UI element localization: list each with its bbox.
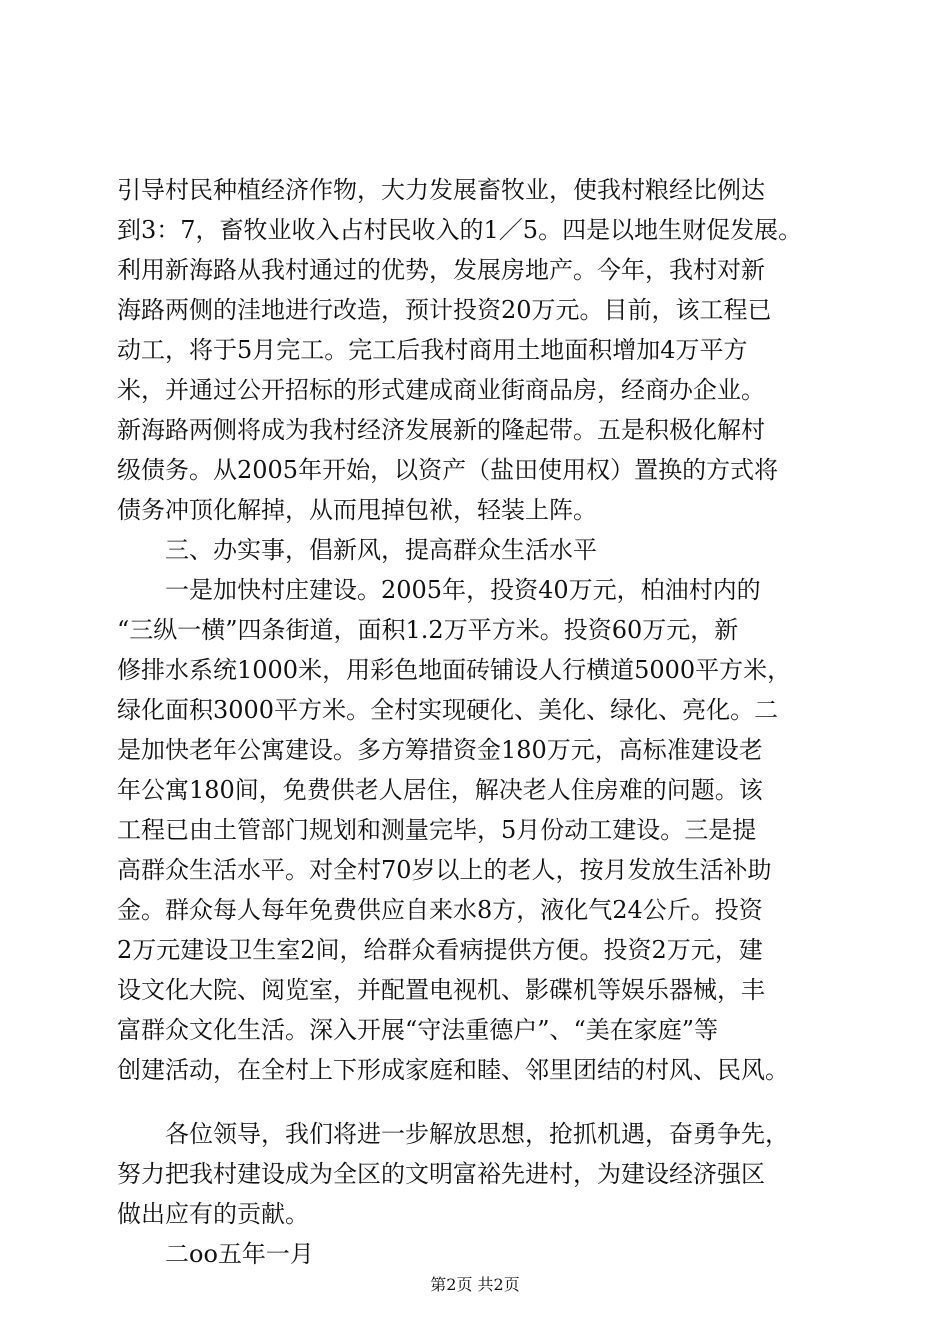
body-line-18: 高群众生活水平。对全村70岁以上的老人，按月发放生活补助 xyxy=(117,856,772,884)
closing-line-3: 做出应有的贡献。 xyxy=(117,1200,309,1228)
body-line-21: 设文化大院、阅览室，并配置电视机、影碟机等娱乐器械，丰 xyxy=(117,976,765,1004)
body-line-7: 新海路两侧将成为我村经济发展新的隆起带。五是积极化解村 xyxy=(117,416,765,444)
closing-line-2: 努力把我村建设成为全区的文明富裕先进村，为建设经济强区 xyxy=(117,1160,765,1188)
body-line-19: 金。群众每人每年免费供应自来水8方，液化气24公斤。投资 xyxy=(117,896,763,924)
body-line-22: 富群众文化生活。深入开展“守法重德户”、“美在家庭”等 xyxy=(117,1016,719,1044)
body-line-15: 是加快老年公寓建设。多方筹措资金180万元，高标准建设老 xyxy=(117,736,763,764)
body-line-13: 修排水系统1000米，用彩色地面砖铺设人行横道5000平方米， xyxy=(117,656,792,684)
body-line-3: 利用新海路从我村通过的优势，发展房地产。今年，我村对新 xyxy=(117,256,765,284)
body-line-5: 动工，将于5月完工。完工后我村商用土地面积增加4万平方 xyxy=(117,336,748,364)
body-line-14: 绿化面积3000平方米。全村实现硬化、美化、绿化、亮化。二 xyxy=(117,696,779,724)
paragraph-gap xyxy=(117,1090,847,1114)
body-line-17: 工程已由土管部门规划和测量完毕，5月份动工建设。三是提 xyxy=(117,816,757,844)
body-line-16: 年公寓180间，免费供老人居住，解决老人住房难的问题。该 xyxy=(117,776,763,804)
section-heading: 三、办实事，倡新风，提高群众生活水平 xyxy=(117,536,597,564)
closing-line-1: 各位领导，我们将进一步解放思想，抢抓机遇，奋勇争先， xyxy=(117,1120,789,1148)
date-line: 二oo五年一月 xyxy=(117,1240,314,1268)
page-number-footer: 第2页 共2页 xyxy=(430,1275,520,1294)
body-line-8: 级债务。从2005年开始，以资产（盐田使用权）置换的方式将 xyxy=(117,456,779,484)
body-line-6: 米，并通过公开招标的形式建成商业街商品房，经商办企业。 xyxy=(117,376,765,404)
document-body xyxy=(117,170,847,1274)
body-line-23: 创建活动，在全村上下形成家庭和睦、邻里团结的村风、民风。 xyxy=(117,1056,789,1084)
body-line-4: 海路两侧的洼地进行改造，预计投资20万元。目前，该工程已 xyxy=(117,296,772,324)
body-line-11: 一是加快村庄建设。2005年，投资40万元，柏油村内的 xyxy=(117,576,761,604)
body-line-20: 2万元建设卫生室2间，给群众看病提供方便。投资2万元，建 xyxy=(117,936,763,964)
body-line-1: 引导村民种植经济作物，大力发展畜牧业，使我村粮经比例达 xyxy=(117,176,765,204)
body-line-2: 到3：7，畜牧业收入占村民收入的1／5。四是以地生财促发展。 xyxy=(117,216,803,244)
body-line-9: 债务冲顶化解掉，从而甩掉包袱，轻装上阵。 xyxy=(117,496,597,524)
body-line-12: “三纵一横”四条街道，面积1.2万平方米。投资60万元，新 xyxy=(117,616,739,644)
